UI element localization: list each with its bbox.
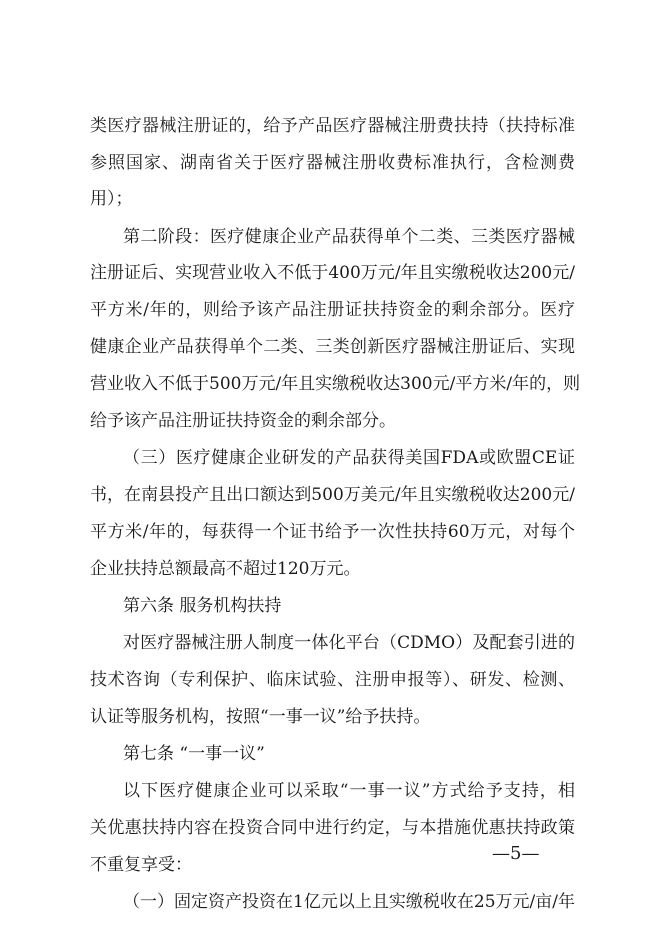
body-text-line: 用）； <box>90 189 133 209</box>
body-text-line: 平方米/年的，每获得一个证书给予一次性扶持60万元，对每个 <box>90 522 575 542</box>
body-text-line: 书，在南县投产且出口额达到500万美元/年且实缴税收达200元/ <box>90 485 575 505</box>
body-text-line: 关优惠扶持内容在投资合同中进行约定，与本措施优惠扶持政策 <box>90 818 575 838</box>
body-text-line: 平方米/年的，则给予该产品注册证扶持资金的剩余部分。医疗 <box>90 300 575 320</box>
body-text-line: 技术咨询（专利保护、临床试验、注册申报等）、研发、检测、 <box>90 670 575 690</box>
article-heading: 第六条 服务机构扶持 <box>123 596 282 616</box>
body-text-line: （三）医疗健康企业研发的产品获得美国FDA或欧盟CE证 <box>123 448 575 468</box>
body-text-line: 不重复享受： <box>90 855 192 875</box>
body-text-line: 给予该产品注册证扶持资金的剩余部分。 <box>90 411 396 431</box>
body-text-line: 营业收入不低于500万元/年且实缴税收达300元/平方米/年的，则 <box>90 374 581 394</box>
page-number: —5— <box>492 843 540 864</box>
article-heading: 第七条 “一事一议” <box>123 744 265 764</box>
body-text-line: 对医疗器械注册人制度一体化平台（CDMO）及配套引进的 <box>123 633 575 653</box>
body-text-line: 第二阶段：医疗健康企业产品获得单个二类、三类医疗器械 <box>123 227 575 247</box>
body-text-line: 企业扶持总额最高不超过120万元。 <box>90 559 361 579</box>
body-text-line: （一）固定资产投资在1亿元以上且实缴税收在25万元/亩/年 <box>123 892 575 912</box>
body-text-line: 注册证后、实现营业收入不低于400万元/年且实缴税收达200元/ <box>90 263 575 283</box>
body-text-line: 类医疗器械注册证的，给予产品医疗器械注册费扶持（扶持标准 <box>90 116 575 136</box>
body-text-line: 认证等服务机构，按照“一事一议”给予扶持。 <box>90 707 431 727</box>
body-text-line: 健康企业产品获得单个二类、三类创新医疗器械注册证后、实现 <box>90 337 575 357</box>
body-text-line: 以下医疗健康企业可以采取“一事一议”方式给予支持，相 <box>123 781 575 801</box>
body-text-line: 参照国家、湖南省关于医疗器械注册收费标准执行，含检测费 <box>90 153 575 173</box>
